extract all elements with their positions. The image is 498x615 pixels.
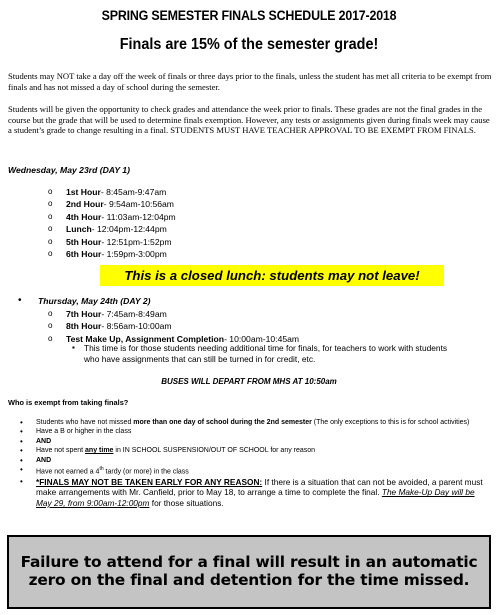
list-item — [48, 248, 176, 260]
list-item — [20, 456, 490, 465]
list-item — [48, 186, 176, 198]
list-item — [20, 418, 490, 427]
period-label: 5th Hour — [66, 236, 102, 247]
criteria-text: Have a B or higher in the class — [36, 428, 132, 436]
period-label: 1st Hour — [66, 187, 101, 197]
makeup-note-text: This time is for those students needing additional time for finals, for teachers to work with students who have assignments that can still be turned in for credit, etc. — [84, 343, 448, 364]
period-time: - 11:03am-12:04pm — [101, 211, 176, 222]
period-time: - 9:54am-10:56am — [103, 199, 174, 210]
day1-schedule-list — [48, 186, 176, 260]
list-item — [48, 198, 176, 210]
list-item — [20, 446, 490, 455]
criteria-text: for those situations. — [149, 497, 224, 508]
day2-heading: Thursday, May 24th (DAY 2) — [38, 296, 151, 306]
criteria-emphasis: any time — [85, 447, 114, 455]
criteria-text: in IN SCHOOL SUSPENSION/OUT OF SCHOOL for any reason — [113, 447, 316, 455]
closed-lunch-banner: This is a closed lunch: students may not leave! — [100, 265, 444, 286]
page-title: SPRING SEMESTER FINALS SCHEDULE 2017-2018 — [101, 8, 397, 23]
list-item — [48, 211, 176, 223]
list-item — [48, 223, 176, 235]
criteria-emphasis: *FINALS MAY NOT BE TAKEN EARLY FOR ANY REASON: — [36, 476, 263, 487]
bus-departure-notice: BUSES WILL DEPART FROM MHS AT 10:50am — [161, 377, 337, 386]
list-item — [20, 437, 490, 446]
period-label: 8th Hour — [66, 321, 102, 332]
list-item — [48, 236, 176, 248]
and-label: AND — [36, 456, 52, 464]
list-item — [20, 477, 490, 509]
period-time: - 12:04pm-12:44pm — [91, 224, 167, 235]
page-subtitle: Finals are 15% of the semester grade! — [119, 36, 379, 53]
square-bullet-icon: ▪ — [72, 343, 75, 352]
list-item — [48, 308, 299, 320]
period-label: 4th Hour — [66, 211, 102, 222]
bullet-icon: • — [18, 295, 22, 306]
criteria-text: (The only exceptions to this is for school activities) — [311, 419, 470, 426]
criteria-text: Have not earned a 4 — [36, 468, 100, 476]
period-label: Test Make Up, Assignment Completion — [66, 333, 225, 344]
makeup-day-text: The Make-Up Day will be May 29, from 9:00am-12:00pm — [36, 487, 475, 508]
criteria-emphasis: more than one day of school during the 2nd semester — [133, 419, 312, 426]
exempt-heading: Who is exempt from taking finals? — [8, 398, 129, 407]
period-time: - 7:45am-8:49am — [101, 309, 167, 319]
list-item — [20, 427, 490, 436]
period-time: - 8:56am-10:00am — [101, 321, 172, 332]
list-item — [20, 465, 490, 477]
period-label: 6th Hour — [66, 248, 102, 259]
period-label: 2nd Hour — [66, 199, 104, 210]
makeup-note — [72, 343, 456, 364]
criteria-text: tardy (or more) in the class — [103, 468, 189, 476]
failure-warning-box — [7, 535, 491, 609]
day2-schedule-list — [48, 308, 299, 345]
period-time: - 10:00am-10:45am — [224, 333, 300, 344]
criteria-text: If there is a situation that can not be avoided, a parent must make arrangements with Mr. Canfield, prior to May 18, to arrange a time to complete the final. — [36, 476, 483, 498]
failure-warning-text: Failure to attend for a final will result in an automatic zero on the final and detention for the time missed. — [20, 553, 478, 589]
period-label: 7th Hour — [66, 309, 102, 319]
intro-paragraph-2: Students will be given the opportunity to check grades and attendance the week prior to finals. These grades are not the final grades in the course but the grade that will be used to determine finals exemption. However, any tests or assignments given during finals week may cause a student’s grade to change resulting in a final. STUDENTS MUST HAVE TEACHER APPROVAL TO BE EXEMPT FROM FINALS. — [8, 104, 490, 136]
list-item — [48, 320, 299, 332]
criteria-text: Have not spent — [36, 447, 86, 455]
exempt-criteria-list — [20, 418, 490, 508]
day1-heading: Wednesday, May 23rd (DAY 1) — [8, 165, 130, 175]
period-label: Lunch — [66, 224, 92, 235]
period-time: - 12:51pm-1:52pm — [101, 236, 172, 247]
and-label: AND — [36, 437, 52, 445]
superscript: th — [99, 466, 104, 473]
intro-paragraph-1: Students may NOT take a day off the week of finals or three days prior to the finals, unless the student has met all criteria to be exempt from finals and has not missed a day of school during the semester. — [8, 71, 492, 92]
period-time: - 1:59pm-3:00pm — [101, 248, 167, 259]
period-time: - 8:45am-9:47am — [100, 187, 167, 197]
criteria-text: Students who have not missed — [36, 419, 134, 426]
